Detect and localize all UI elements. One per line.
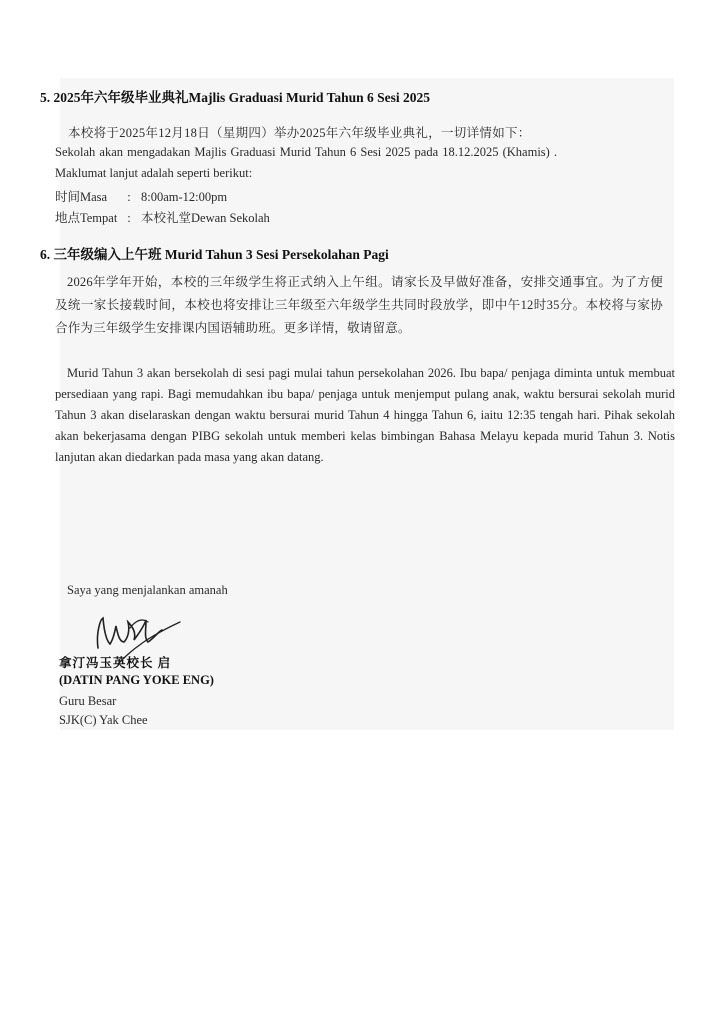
signatory-title: Guru Besar xyxy=(59,694,117,708)
section-6-chinese-paragraph: 2026年学年开始，本校的三年级学生将正式纳入上午组。请家长及早做好准备，安排交通事宜。为了方便及统一家长接载时间，本校也将安排让三年级至六年级学生共同时段放学，即中午12时35分。本校将与家协合作为三年级学生安排课内国语辅助班。更多详情，敬请留意。 xyxy=(55,275,663,335)
section-5-malay-line-2: Maklumat lanjut adalah seperti berikut: xyxy=(55,166,253,180)
section-5-malay-line-1: Sekolah akan mengadakan Majlis Graduasi Murid Tahun 6 Sesi 2025 pada 18.12.2025 (Khamis) . xyxy=(55,145,558,159)
school-name: SJK(C) Yak Chee xyxy=(59,713,148,727)
time-colon: : xyxy=(127,190,131,204)
time-label: 时间Masa xyxy=(55,190,108,204)
place-value: 本校礼堂Dewan Sekolah xyxy=(141,211,270,225)
section-6-heading: 6. 三年级编入上午班 Murid Tahun 3 Sesi Persekolahan Pagi xyxy=(40,247,389,262)
place-label: 地点Tempat xyxy=(55,211,118,225)
section-5-chinese-line: 本校将于2025年12月18日（星期四）举办2025年六年级毕业典礼，一切详情如下： xyxy=(68,126,531,140)
signatory-name: (DATIN PANG YOKE ENG) xyxy=(59,673,214,687)
time-row xyxy=(55,187,227,205)
section-6-malay-block xyxy=(55,363,675,468)
place-colon: : xyxy=(127,211,131,225)
trust-line: Saya yang menjalankan amanah xyxy=(67,583,228,597)
time-value: 8:00am-12:00pm xyxy=(141,190,228,204)
section-6-malay-paragraph: Murid Tahun 3 akan bersekolah di sesi pagi mulai tahun persekolahan 2026. Ibu bapa/ penjaga diminta untuk membuat persediaan yang rapi. Bagi memudahkan ibu bapa/ penjaga untuk menjemput pulang anak, waktu bersurai sekolah murid Tahun 3 akan diselaraskan dengan waktu bersurai murid Tahun 4 hingga Tahun 6, iaitu 12:35 tengah hari. Pihak sekolah akan bekerjasama dengan PIBG sekolah untuk memberi kelas bimbingan Bahasa Melayu kepada murid Tahun 3. Notis lanjutan akan diedarkan pada masa yang akan datang. xyxy=(55,366,675,464)
signature-chinese: 拿汀冯玉英校长 启 xyxy=(59,656,172,670)
section-6-chinese-block xyxy=(55,271,663,340)
section-5-heading: 5. 2025年六年级毕业典礼Majlis Graduasi Murid Tahun 6 Sesi 2025 xyxy=(40,90,431,105)
place-row xyxy=(55,208,270,226)
